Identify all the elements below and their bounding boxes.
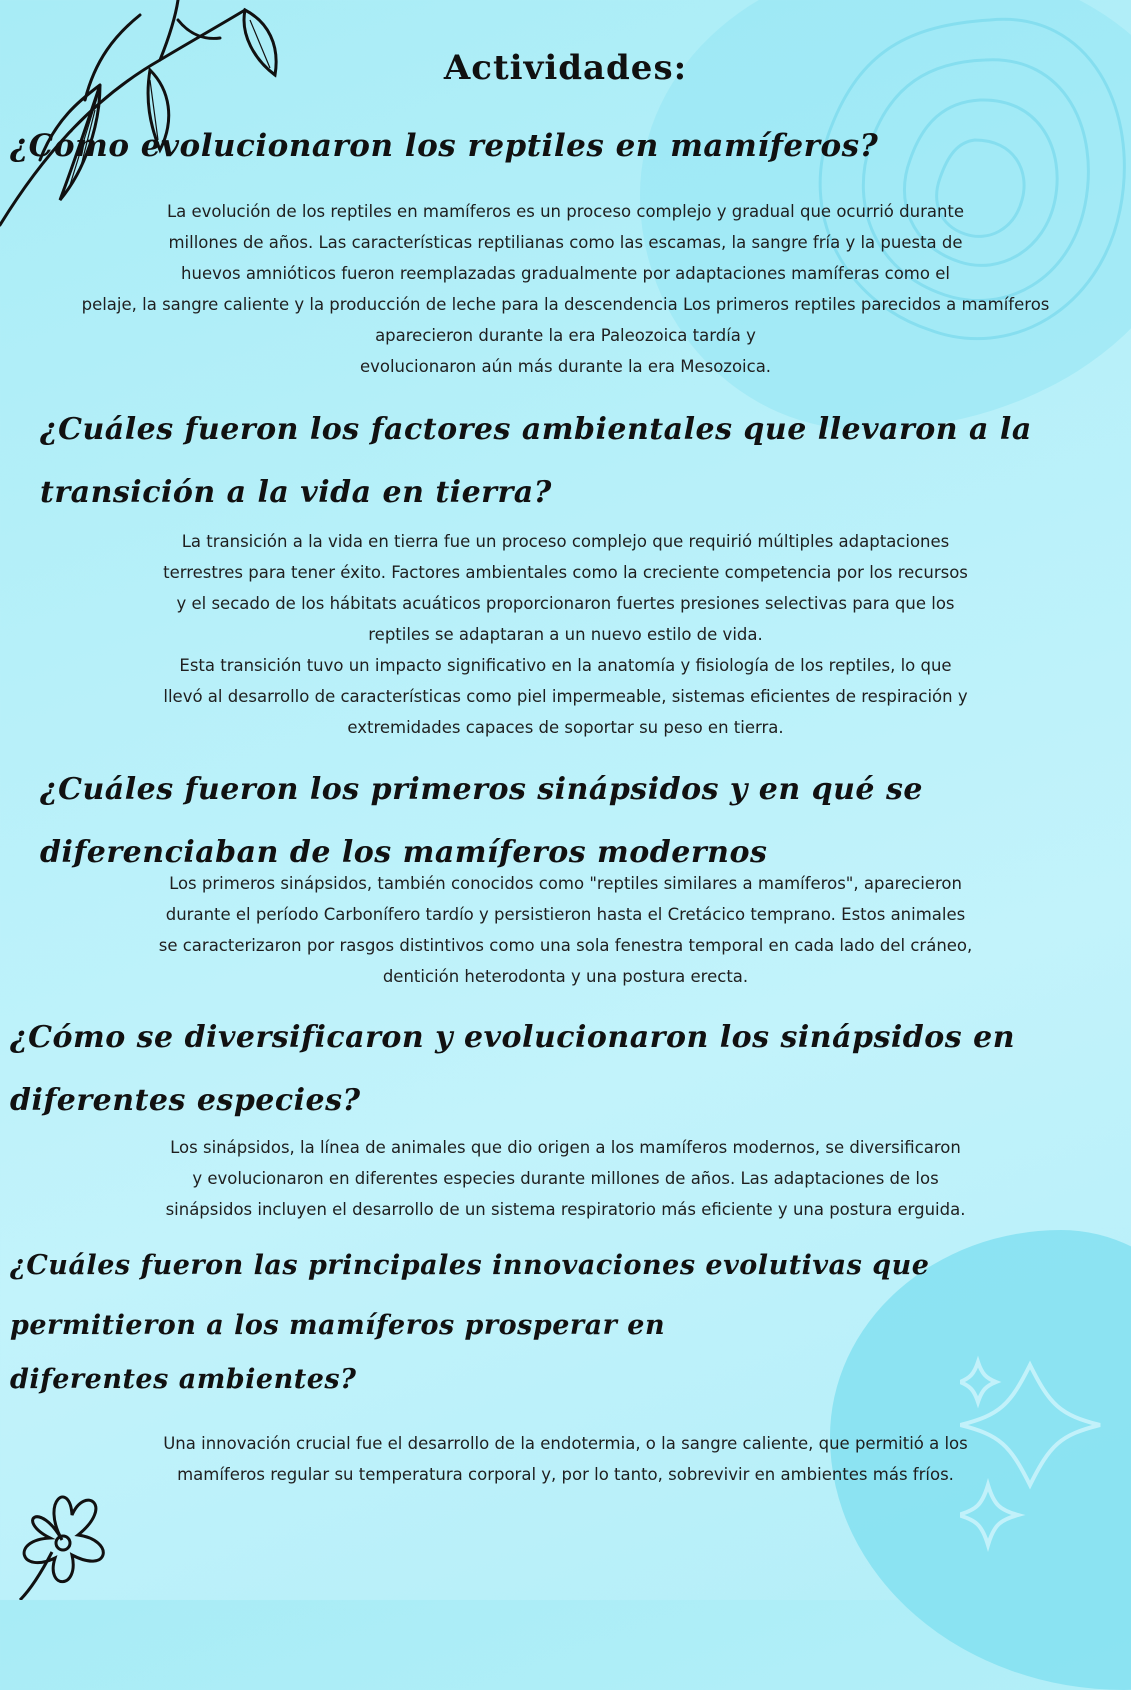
question-5-line-1: ¿Cuáles fueron las principales innovaciones evolutivas que	[10, 1250, 930, 1281]
question-5-line-2: permitieron a los mamíferos prosperar en	[10, 1310, 666, 1341]
question-4-line-1: ¿Cómo se diversificaron y evolucionaron los sinápsidos en	[10, 1020, 1016, 1055]
question-2-line-2: transición a la vida en tierra?	[40, 475, 552, 510]
flower-icon	[0, 1480, 120, 1600]
question-3-line-1: ¿Cuáles fueron los primeros sinápsidos y en qué se	[40, 772, 923, 807]
answer-3: Los primeros sinápsidos, también conocidos como "reptiles similares a mamíferos", aparecieron durante el período Carbonífero tardío y persistieron hasta el Cretácico temprano. Estos animales se caracterizaron por rasgos distintivos como una sola fenestra temporal en cada lado del cráneo, dentición heterodonta y una postura erecta.	[158, 874, 973, 986]
answer-5: Una innovación crucial fue el desarrollo de la endotermia, o la sangre caliente, que permitió a los mamíferos regular su temperatura corporal y, por lo tanto, sobrevivir en ambientes más fríos.	[163, 1434, 968, 1484]
answer-1: La evolución de los reptiles en mamíferos es un proceso complejo y gradual que ocurrió durante millones de años. Las características reptilianas como las escamas, la sangre fría y la puesta de huevos amnióticos fueron reemplazadas gradualmente por adaptaciones mamíferas como el pelaje, la sangre caliente y la producción de leche para la descendencia Los primeros reptiles parecidos a mamíferos aparecieron durante la era Paleozoica tardía y evolucionaron aún más durante la era Mesozoica.	[81, 202, 1050, 376]
question-1-line-1: ¿Cómo evolucionaron los reptiles en mamíferos?	[10, 128, 879, 164]
question-2-line-1: ¿Cuáles fueron los factores ambientales que llevaron a la	[40, 412, 1032, 447]
question-3-line-2: diferenciaban de los mamíferos modernos	[40, 835, 768, 870]
question-5-line-3: diferentes ambientes?	[10, 1364, 357, 1395]
page-title: Actividades:	[443, 48, 688, 88]
question-4-line-2: diferentes especies?	[10, 1083, 361, 1118]
answer-4: Los sinápsidos, la línea de animales que dio origen a los mamíferos modernos, se diversificaron y evolucionaron en diferentes especies durante millones de años. Las adaptaciones de los sinápsidos incluyen el desarrollo de un sistema respiratorio más eficiente y una postura erguida.	[165, 1138, 966, 1219]
answer-2: La transición a la vida en tierra fue un proceso complejo que requirió múltiples adaptaciones terrestres para tener éxito. Factores ambientales como la creciente competencia por los recursos y el secado de los hábitats acuáticos proporcionaron fuertes presiones selectivas para que los reptiles se adaptaran a un nuevo estilo de vida. Esta transición tuvo un impacto significativo en la anatomía y fisiología de los reptiles, lo que llevó al desarrollo de características como piel impermeable, sistemas eficientes de respiración y extremidades capaces de soportar su peso en tierra.	[163, 532, 968, 737]
